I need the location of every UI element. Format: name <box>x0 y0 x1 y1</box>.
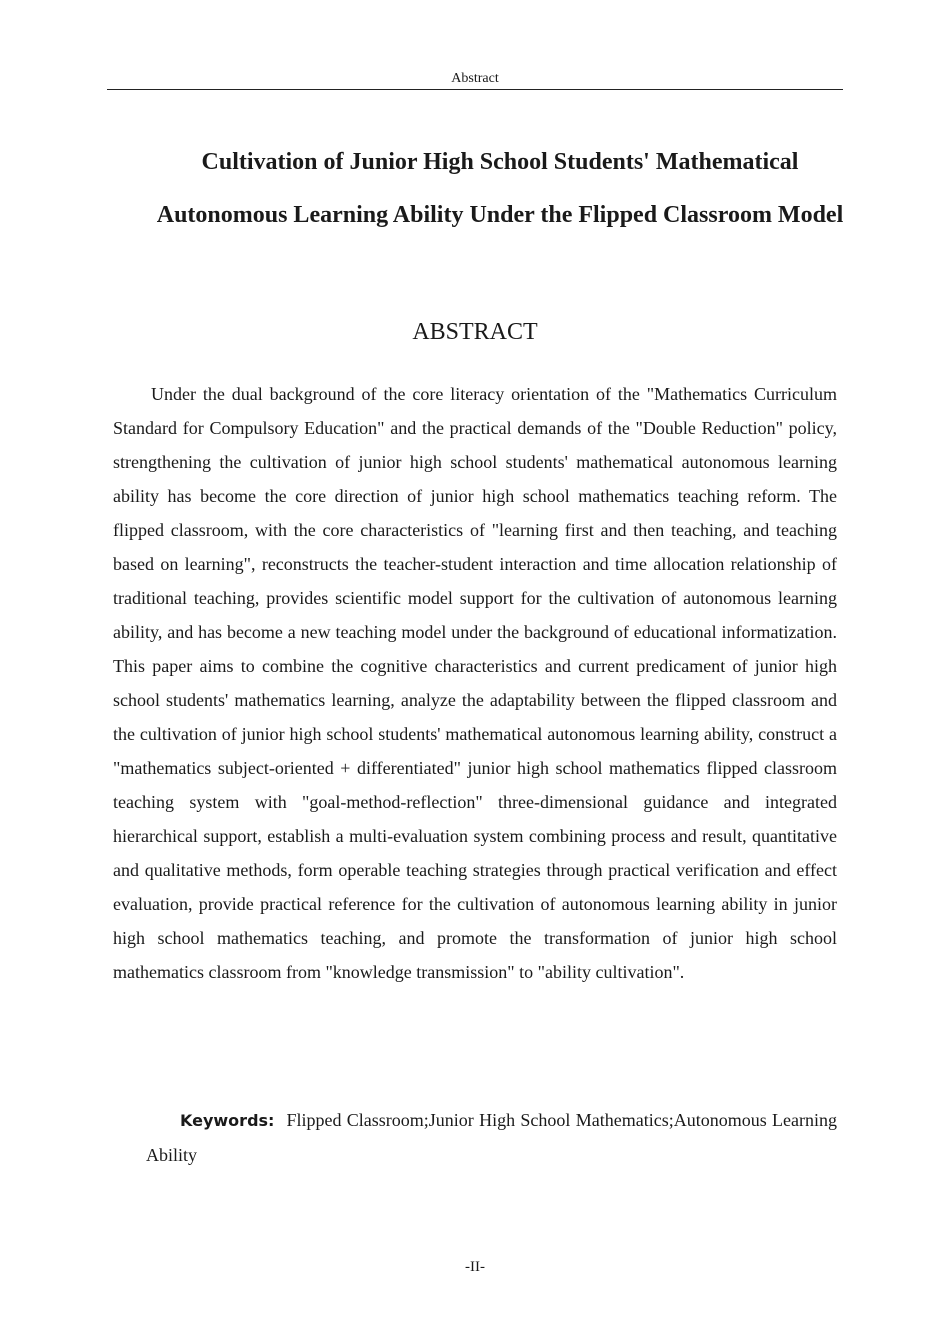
thesis-title: Cultivation of Junior High School Students' Mathematical Autonomous Learning Ability Under the Flipped Classroom Model <box>156 149 844 228</box>
keywords-text: Flipped Classroom;Junior High School Mathematics;Autonomous Learning Ability <box>146 1110 837 1165</box>
keywords-label: Keywords: <box>180 1111 275 1130</box>
abstract-heading: ABSTRACT <box>412 319 538 345</box>
page-number: -II- <box>465 1259 485 1275</box>
abstract-paragraph: Under the dual background of the core literacy orientation of the "Mathematics Curriculum Standard for Compulsory Education" and the practical demands of the "Double Reduction" policy, strengthening the cultivation of junior high school students' mathematical autonomous learning ability has become the core direction of junior high school mathematics teaching reform. The flipped classroom, with the core characteristics of "learning first and then teaching, and teaching based on learning", reconstructs the teacher-student interaction and time allocation relationship of traditional teaching, provides scientific model support for the cultivation of autonomous learning ability, and has become a new teaching model under the background of educational informatization. This paper aims to combine the cognitive characteristics and current predicament of junior high school students' mathematics learning, analyze the adaptability between the flipped classroom and the cultivation of junior high school students' mathematical autonomous learning ability, construct a "mathematics subject-oriented + differentiated" junior high school mathematics flipped classroom teaching system with "goal-method-reflection" three-dimensional guidance and integrated hierarchical support, establish a multi-evaluation system combining process and result, quantitative and qualitative methods, form operable teaching strategies through practical verification and effect evaluation, provide practical reference for the cultivation of autonomous learning ability in junior high school mathematics teaching, and promote the transformation of junior high school mathematics classroom from "knowledge transmission" to "ability cultivation". <box>113 384 837 982</box>
running-header: Abstract <box>107 70 843 90</box>
keywords-line <box>146 1103 837 1172</box>
